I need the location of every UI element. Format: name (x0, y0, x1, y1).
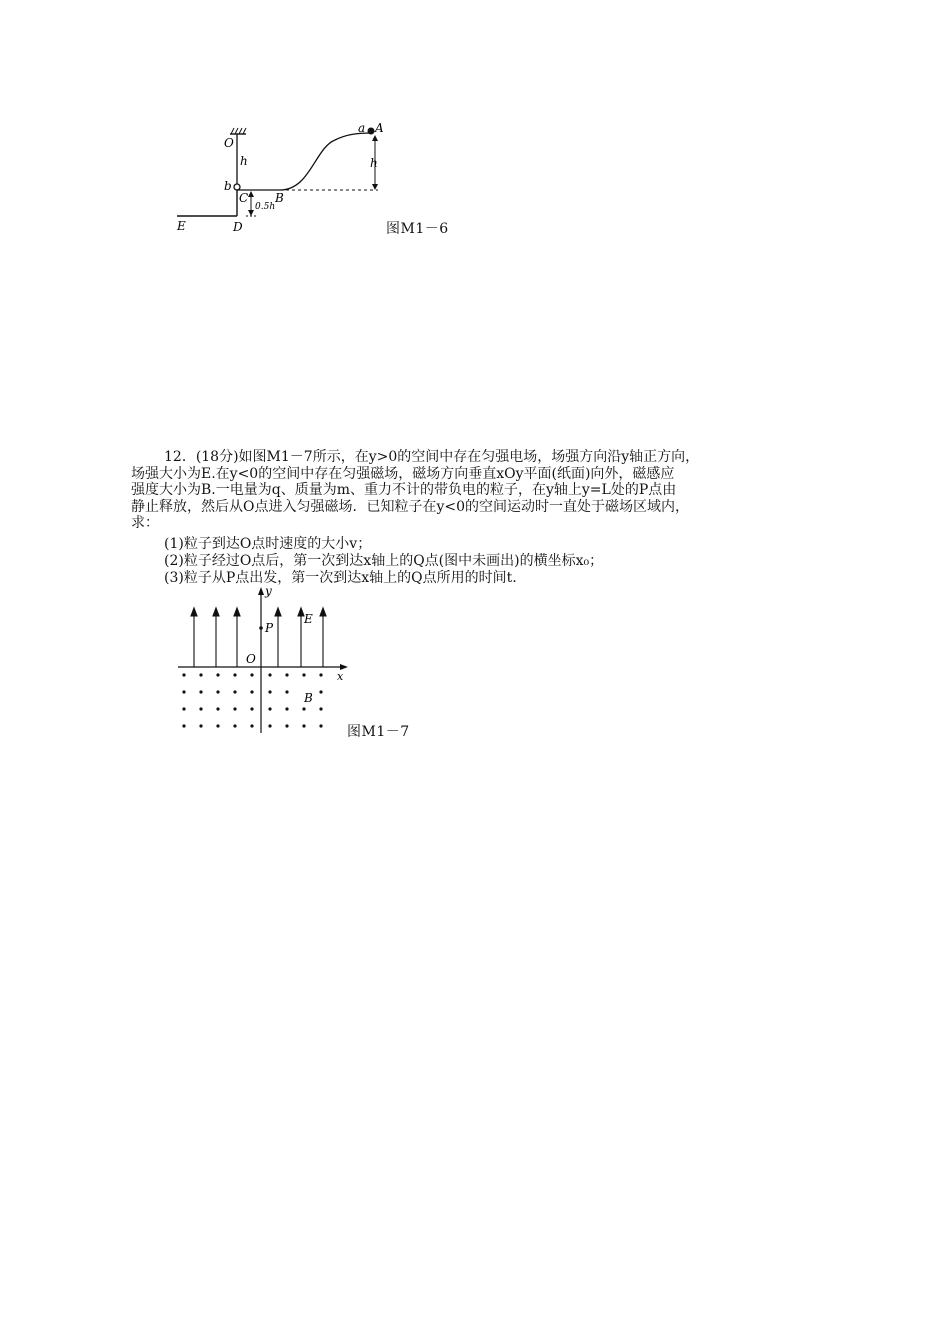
field-dot (182, 707, 185, 710)
label-E-field: E (304, 612, 313, 626)
field-dot (233, 673, 236, 676)
figure-m1-7-caption: 图M1－7 (347, 724, 410, 740)
label-B-field: B (304, 691, 313, 705)
field-dot (233, 724, 236, 727)
field-dot (250, 690, 253, 693)
field-dot (216, 707, 219, 710)
figure-m1-7-diagram (170, 585, 360, 740)
field-dot (250, 673, 253, 676)
field-dot (216, 724, 219, 727)
field-dot (233, 707, 236, 710)
question-12-line: 求： (131, 515, 159, 532)
field-dot (268, 690, 271, 693)
field-dot (285, 690, 288, 693)
label-C: C (239, 191, 249, 205)
field-dot (199, 724, 202, 727)
field-dot (285, 673, 288, 676)
field-dot (319, 690, 322, 693)
field-dot (199, 673, 202, 676)
field-dot (199, 707, 202, 710)
field-dot (233, 690, 236, 693)
label-a: a (358, 121, 366, 135)
field-dot (302, 707, 305, 710)
field-dot (199, 690, 202, 693)
question-12-text (131, 449, 821, 532)
question-12-line: 12．(18分)如图M1－7所示，在y>0的空间中存在匀强电场，场强方向沿y轴正方向， (164, 449, 700, 465)
field-dot (302, 673, 305, 676)
label-D: D (233, 220, 243, 234)
label-x: x (337, 670, 344, 683)
question-12-line: 静止释放，然后从O点进入匀强磁场．已知粒子在y<0的空间运动时一直处于磁场区域内， (131, 498, 690, 515)
magnetic-field-dots (182, 673, 322, 727)
label-h-right: h (370, 156, 378, 170)
field-dot (268, 707, 271, 710)
field-dot (319, 724, 322, 727)
question-12-line: 场强大小为E.在y<0的空间中存在匀强磁场，磁场方向垂直xOy平面(纸面)向外，磁感应 (131, 465, 675, 482)
field-dot (319, 707, 322, 710)
field-dot (216, 690, 219, 693)
field-dot (182, 673, 185, 676)
label-P: P (265, 621, 274, 635)
label-O: O (224, 136, 234, 150)
field-dot (285, 724, 288, 727)
ball-a (368, 128, 375, 135)
field-dot (182, 724, 185, 727)
figure-m1-6-caption: 图M1－6 (386, 221, 449, 237)
field-dot (250, 724, 253, 727)
field-dot (250, 707, 253, 710)
label-O-origin: O (246, 652, 256, 666)
ball-b (234, 184, 240, 190)
field-dot (302, 724, 305, 727)
figure-m1-6-diagram (160, 110, 400, 240)
label-B: B (275, 191, 284, 205)
label-E: E (177, 219, 186, 233)
field-dot (319, 673, 322, 676)
label-b: b (224, 179, 232, 193)
field-dot (216, 673, 219, 676)
label-h-left: h (240, 154, 248, 168)
sub-question-3: (3)粒子从P点出发，第一次到达x轴上的Q点所用的时间t. (164, 570, 517, 586)
label-half-h: 0.5h (255, 202, 276, 212)
label-y: y (265, 585, 272, 598)
sub-question-1: (1)粒子到达O点时速度的大小v； (164, 536, 372, 552)
field-dot (182, 690, 185, 693)
question-12-line: 强度大小为B.一电量为q、质量为m、重力不计的带负电的粒子，在y轴上y=L处的P点由 (131, 482, 677, 499)
sub-question-2: (2)粒子经过O点后，第一次到达x轴上的Q点(图中未画出)的横坐标x₀； (164, 553, 604, 569)
label-A: A (375, 121, 384, 135)
field-dot (268, 724, 271, 727)
field-dot (268, 673, 271, 676)
field-dot (285, 707, 288, 710)
